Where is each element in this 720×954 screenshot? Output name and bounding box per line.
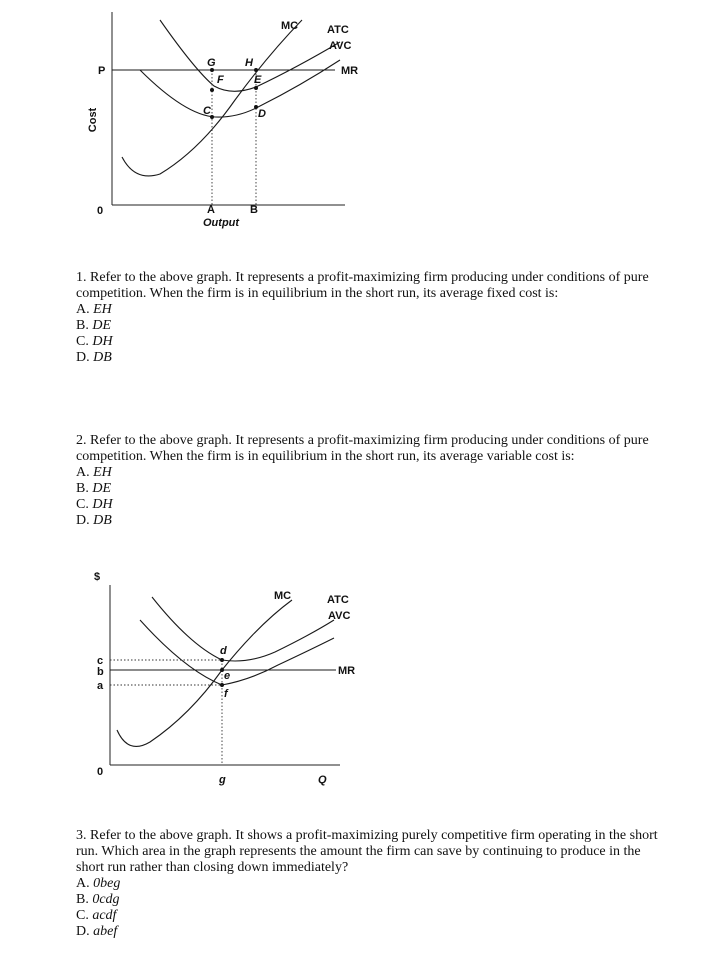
question-3-option-a[interactable]: A. 0beg [76, 876, 121, 891]
figure-2-cost-curves [80, 568, 380, 793]
point-label-f: f [224, 688, 228, 700]
question-3 [76, 828, 661, 940]
x-tick-b: B [250, 204, 258, 216]
origin-label: 0 [97, 766, 104, 778]
point-f [210, 88, 214, 92]
avc-curve [140, 60, 340, 117]
point-label-c: C [203, 105, 211, 117]
atc-label: ATC [327, 594, 349, 606]
question-1-option-a[interactable]: A. EH [76, 302, 112, 317]
y-axis-label: Cost [87, 107, 99, 133]
x-axis-label: Q [318, 774, 327, 786]
question-3-option-d[interactable]: D. abef [76, 924, 118, 939]
point-h [254, 68, 258, 72]
question-1-stem: 1. Refer to the above graph. It represents a profit-maximizing firm producing under conditions of pure competition. When the firm is in equilibrium in the short run, its average fixed cost is: [76, 270, 649, 301]
price-label-b: b [97, 666, 104, 678]
point-d [220, 658, 224, 662]
avc-label: AVC [329, 40, 352, 52]
question-1 [76, 270, 666, 366]
question-2-option-a[interactable]: A. EH [76, 465, 112, 480]
question-3-stem: 3. Refer to the above graph. It shows a profit-maximizing purely competitive firm operating in the short run. Which area in the graph represents the amount the firm can save by continuing to produce in the short run rather than closing down immediately? [76, 828, 658, 875]
point-e [254, 86, 258, 90]
x-tick-a: A [207, 204, 215, 216]
question-2-stem: 2. Refer to the above graph. It represents a profit-maximizing firm producing under conditions of pure competition. When the firm is in equilibrium in the short run, its average variable cost is: [76, 433, 649, 464]
x-tick-g: g [219, 774, 226, 786]
origin-label: 0 [97, 205, 104, 217]
point-label-d: D [258, 108, 266, 120]
price-label-a: a [97, 680, 104, 692]
point-label-d: d [220, 645, 227, 657]
point-label-h: H [245, 57, 253, 69]
y-axis-label: $ [94, 571, 101, 583]
question-1-option-c[interactable]: C. DH [76, 334, 113, 349]
question-2-option-d[interactable]: D. DB [76, 513, 112, 528]
question-2 [76, 433, 666, 529]
point-label-g: G [207, 57, 216, 69]
question-1-option-b[interactable]: B. DE [76, 318, 112, 333]
mc-label: MC [274, 590, 292, 602]
question-3-option-b[interactable]: B. 0cdg [76, 892, 120, 907]
avc-label: AVC [328, 610, 351, 622]
point-f [220, 683, 224, 687]
price-label-c: c [97, 655, 104, 667]
atc-label: ATC [327, 24, 349, 36]
x-axis-label: Output [203, 217, 240, 229]
point-label-e: E [254, 74, 262, 86]
question-3-option-c[interactable]: C. acdf [76, 908, 117, 923]
point-label-e: e [224, 670, 231, 682]
mc-curve [117, 600, 292, 746]
mr-label: MR [341, 65, 359, 77]
point-label-f: F [217, 74, 224, 86]
question-1-option-d[interactable]: D. DB [76, 350, 112, 365]
mc-label: MC [281, 20, 299, 32]
question-2-option-b[interactable]: B. DE [76, 481, 112, 496]
price-label: P [98, 65, 106, 77]
figure-1-cost-curves [80, 8, 380, 233]
mr-label: MR [338, 665, 356, 677]
question-2-option-c[interactable]: C. DH [76, 497, 113, 512]
